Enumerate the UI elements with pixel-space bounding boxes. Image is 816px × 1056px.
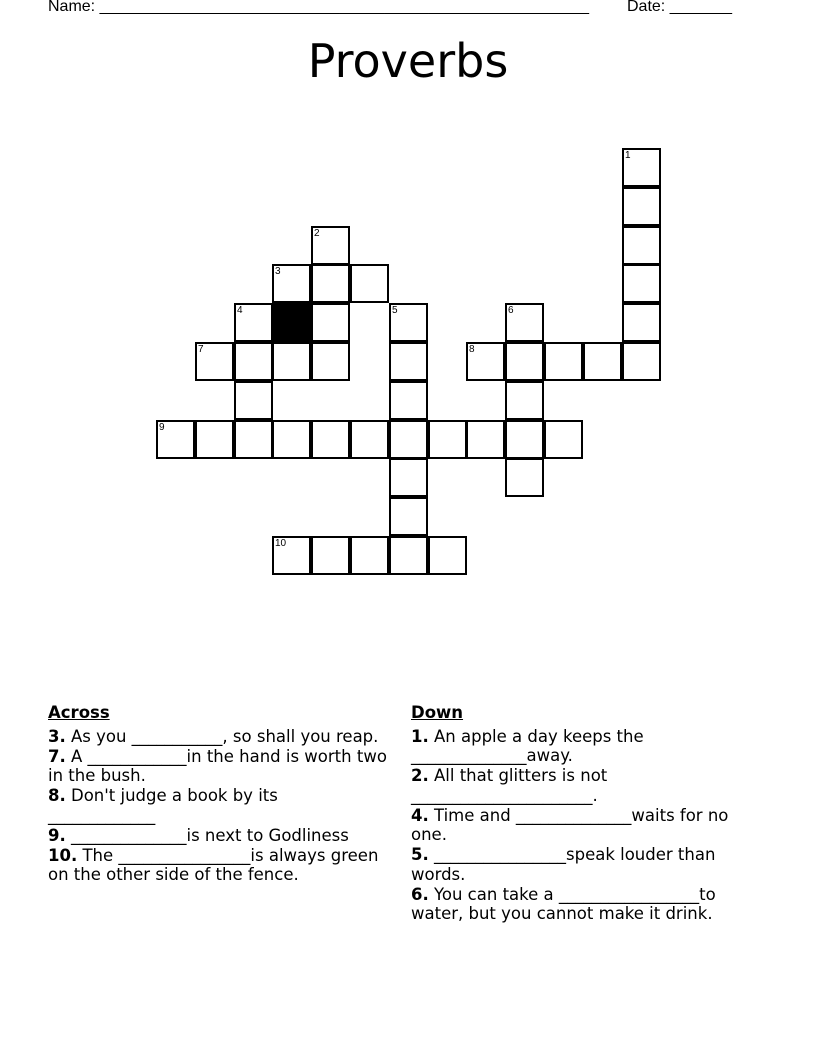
clue-item-number: 3.: [48, 726, 66, 746]
clue-number: 5: [392, 305, 398, 316]
across-clues: [48, 703, 388, 885]
grid-cell[interactable]: [505, 342, 544, 381]
clue-item: [411, 766, 756, 805]
clue-item-text: You can take a _________________to water, but you cannot make it drink.: [411, 884, 716, 923]
clue-item-number: 4.: [411, 805, 429, 825]
grid-cell[interactable]: [622, 226, 661, 265]
grid-cell[interactable]: [234, 303, 273, 342]
grid-cell[interactable]: [272, 342, 311, 381]
clue-number: 3: [275, 266, 281, 277]
across-heading: Across: [48, 703, 110, 722]
clue-item-number: 8.: [48, 786, 66, 805]
grid-cell[interactable]: [195, 342, 234, 381]
grid-cell[interactable]: [466, 342, 505, 381]
clue-number: 8: [469, 344, 475, 355]
grid-cell[interactable]: [195, 420, 234, 459]
grid-cell[interactable]: [428, 420, 467, 459]
grid-cell[interactable]: [466, 420, 505, 459]
clue-item-number: 6.: [411, 884, 429, 904]
grid-cell[interactable]: [505, 420, 544, 459]
clue-item: [48, 747, 388, 786]
down-heading: Down: [411, 703, 464, 722]
clue-number: 4: [237, 305, 243, 316]
grid-cell[interactable]: [389, 381, 428, 420]
clue-item-text: As you ___________, so shall you reap.: [65, 726, 379, 746]
grid-cell[interactable]: [234, 420, 273, 459]
grid-cell[interactable]: [622, 148, 661, 187]
clue-item: [411, 806, 756, 845]
grid-cell[interactable]: [505, 458, 544, 497]
grid-cell[interactable]: [272, 536, 311, 575]
clue-item-number: 1.: [411, 726, 429, 746]
grid-cell[interactable]: [311, 420, 350, 459]
clue-number: 6: [508, 305, 514, 316]
grid-cell[interactable]: [389, 342, 428, 381]
grid-cell[interactable]: [622, 187, 661, 226]
clue-item-number: 2.: [411, 766, 429, 785]
clue-item: [48, 826, 388, 846]
grid-cell[interactable]: [544, 420, 583, 459]
clue-item-text: All that glitters is not ______________________.: [411, 766, 608, 805]
grid-cell[interactable]: [389, 420, 428, 459]
clue-item-number: 7.: [48, 746, 66, 766]
grid-cell[interactable]: [505, 381, 544, 420]
date-field[interactable]: Date: _______: [627, 0, 732, 15]
grid-cell[interactable]: [389, 303, 428, 342]
clue-item: [411, 885, 756, 924]
clue-item-text: Time and ______________waits for no one.: [411, 805, 729, 844]
clue-item-number: 5.: [411, 845, 429, 864]
grid-cell[interactable]: [389, 536, 428, 575]
grid-cell[interactable]: [234, 381, 273, 420]
grid-cell[interactable]: [583, 342, 622, 381]
black-cell: [272, 303, 311, 342]
clue-number: 2: [314, 228, 320, 239]
clue-item-text: ________________speak louder than words.: [411, 845, 716, 884]
grid-cell[interactable]: [234, 342, 273, 381]
down-clue-list: [411, 727, 756, 924]
grid-cell[interactable]: [622, 264, 661, 303]
clue-item-text: A ____________in the hand is worth two in the bush.: [48, 746, 387, 785]
clue-item: [48, 786, 388, 825]
clue-item: [48, 727, 388, 747]
grid-cell[interactable]: [311, 226, 350, 265]
grid-cell[interactable]: [428, 536, 467, 575]
clue-item-text: ______________is next to Godliness: [65, 825, 349, 845]
grid-cell[interactable]: [272, 420, 311, 459]
grid-cell[interactable]: [505, 303, 544, 342]
clue-item-text: An apple a day keeps the ______________away.: [411, 726, 644, 765]
clue-item-number: 9.: [48, 825, 66, 845]
across-clue-list: [48, 727, 388, 885]
grid-cell[interactable]: [311, 342, 350, 381]
clue-item: [411, 727, 756, 766]
grid-cell[interactable]: [389, 497, 428, 536]
grid-cell[interactable]: [156, 420, 195, 459]
clue-number: 1: [625, 150, 631, 161]
clue-number: 10: [275, 538, 287, 549]
grid-cell[interactable]: [350, 264, 389, 303]
clue-item: [48, 846, 388, 885]
grid-cell[interactable]: [350, 420, 389, 459]
clue-item-number: 10.: [48, 845, 78, 865]
grid-cell[interactable]: [311, 536, 350, 575]
grid-cell[interactable]: [350, 536, 389, 575]
clue-item-text: Don't judge a book by its _____________: [48, 786, 278, 825]
grid-cell[interactable]: [311, 264, 350, 303]
clue-item: [411, 845, 756, 884]
grid-cell[interactable]: [544, 342, 583, 381]
clue-number: 7: [198, 344, 204, 355]
clue-number: 9: [159, 422, 165, 433]
grid-cell[interactable]: [622, 303, 661, 342]
down-clues: [411, 703, 756, 924]
page-title: Proverbs: [307, 34, 509, 88]
grid-cell[interactable]: [622, 342, 661, 381]
grid-cell[interactable]: [311, 303, 350, 342]
grid-cell[interactable]: [272, 264, 311, 303]
clue-item-text: The ________________is always green on the other side of the fence.: [48, 845, 379, 884]
grid-cell[interactable]: [389, 458, 428, 497]
name-field[interactable]: Name: _______________________________________________________: [48, 0, 589, 15]
